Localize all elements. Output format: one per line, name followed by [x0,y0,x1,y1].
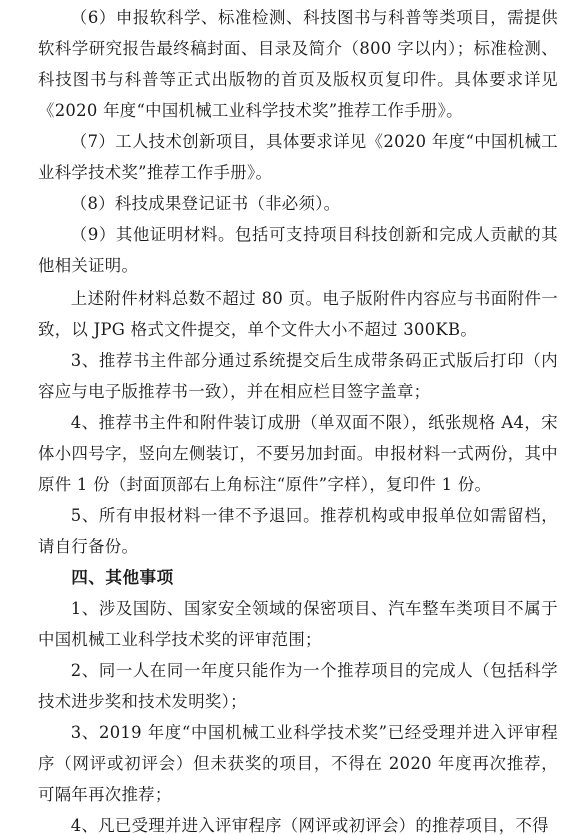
paragraph-7-worker-innovation: （7）工人技术创新项目，具体要求详见《2020 年度“中国机械工业科学技术奖”推荐工作手册》。 [38,132,558,182]
paragraph-5-no-return: 5、所有申报材料一律不予退回。推荐机构或申报单位如需留档，请自行备份。 [38,506,558,556]
paragraph-3-main-document-print: 3、推荐书主件部分通过系统提交后生成带条码正式版后打印（内容应与电子版推荐书一致），并在相应栏目签字盖章； [38,351,558,401]
section-paragraph-2-single-project: 2、同一人在同一年度只能作为一个推荐项目的完成人（包括科学技术进步奖和技术发明奖）； [38,661,558,711]
section-heading-other-matters: 四、其他事项 [71,568,174,587]
paragraph-attachment-limits: 上述附件材料总数不超过 80 页。电子版附件内容应与书面附件一致，以 JPG 格式文件提交，单个文件大小不超过 300KB。 [38,289,558,339]
paragraph-4-binding-requirements: 4、推荐书主件和附件装订成册（单双面不限），纸张规格 A4，宋体小四号字，竖向左侧装订，不要另加封面。申报材料一式两份，其中原件 1 份（封面顶部右上角标注“原件”字样），复印件 1 份。 [38,413,558,494]
section-paragraph-3-re-recommendation: 3、2019 年度“中国机械工业科学技术奖”已经受理并进入评审程序（网评或初评会）但未获奖的项目，不得在 2020 年度再次推荐，可隔年再次推荐； [38,723,558,804]
paragraph-8-registration-certificate: （8）科技成果登记证书（非必须）。 [70,194,341,213]
section-paragraph-4-accepted-projects: 4、凡已受理并进入评审程序（网评或初评会）的推荐项目，不得 [70,816,549,835]
paragraph-6-software-science: （6）申报软科学、标准检测、科技图书与科普等类项目，需提供软科学研究报告最终稿封面、目录及简介（800 字以内）；标准检测、科技图书与科普等正式出版物的首页及版权页复印件。具体要求详见《2020 年度“中国机械工业科学技术奖”推荐工作手册》。 [38,8,558,120]
paragraph-9-other-materials: （9）其他证明材料。包括可支持项目科技创新和完成人贡献的其他相关证明。 [38,225,558,275]
section-paragraph-1-scope: 1、涉及国防、国家安全领域的保密项目、汽车整车类项目不属于中国机械工业科学技术奖的评审范围； [38,599,558,649]
